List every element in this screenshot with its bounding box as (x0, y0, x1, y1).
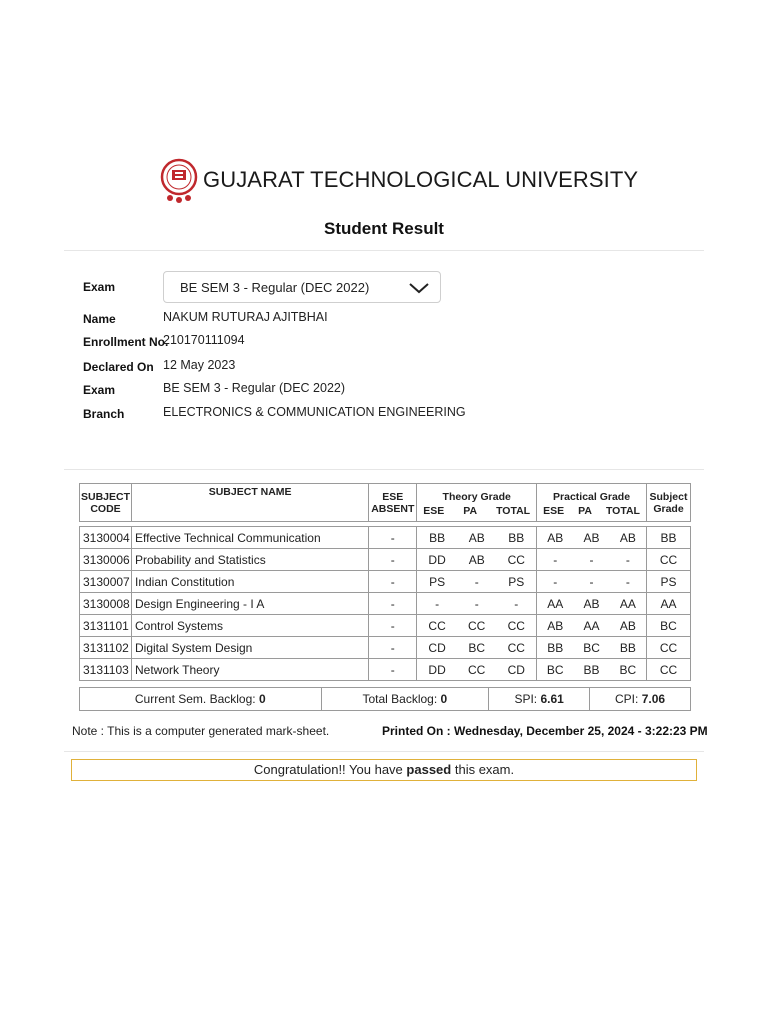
exam-selector-label: Exam (83, 280, 116, 294)
table-row: 3130007 Indian Constitution - PS - PS - - - PS (80, 571, 691, 593)
congratulation-banner: Congratulation!! You have passed this exam. (71, 759, 697, 781)
student-name: NAKUM RUTURAJ AJITBHAI (163, 310, 328, 324)
computer-generated-note: Note : This is a computer generated mark-sheet. (72, 724, 330, 738)
divider (64, 751, 704, 752)
divider (64, 250, 704, 251)
table-row: 3131103 Network Theory - DD CC CD BC BB BC CC (80, 659, 691, 681)
name-label: Name (83, 312, 116, 326)
table-row: 3131102 Digital System Design - CD BC CC BB BC BB CC (80, 637, 691, 659)
header-subject-grade: Subject Grade (646, 484, 690, 522)
total-backlog: Total Backlog: 0 (321, 688, 489, 711)
university-logo-icon (160, 158, 198, 204)
page-title: Student Result (324, 219, 444, 238)
header-theory-grade: Theory Grade ESE PA TOTAL (417, 484, 537, 522)
exam-value: BE SEM 3 - Regular (DEC 2022) (163, 381, 346, 395)
branch-value: ELECTRONICS & COMMUNICATION ENGINEERING (163, 405, 466, 419)
header-ese-absent: ESE ABSENT (369, 484, 417, 522)
chevron-down-icon (408, 280, 430, 296)
printed-on: Printed On : Wednesday, December 25, 2024 - 3:22:23 PM (382, 724, 708, 738)
university-title: GUJARAT TECHNOLOGICAL UNIVERSITY (203, 167, 639, 192)
exam-label: Exam (83, 383, 116, 397)
spi-value: SPI: 6.61 (489, 688, 590, 711)
declared-date: 12 May 2023 (163, 358, 236, 372)
declared-label: Declared On (83, 360, 154, 374)
current-backlog: Current Sem. Backlog: 0 (80, 688, 322, 711)
branch-label: Branch (83, 407, 125, 421)
page-header (0, 158, 768, 208)
exam-select[interactable] (163, 271, 441, 303)
table-row: 3130008 Design Engineering - I A - - - - AA AB AA AA (80, 593, 691, 615)
exam-select-value: BE SEM 3 - Regular (DEC 2022) (180, 280, 370, 295)
cpi-value: CPI: 7.06 (590, 688, 691, 711)
table-row: 3130006 Probability and Statistics - DD AB CC - - - CC (80, 549, 691, 571)
divider (64, 469, 704, 470)
summary-table (79, 687, 691, 711)
result-table (79, 483, 691, 681)
table-row: 3130004 Effective Technical Communication - BB AB BB AB AB AB BB (80, 527, 691, 549)
header-practical-grade: Practical Grade ESE PA TOTAL (537, 484, 647, 522)
header-subject-code: SUBJECT CODE (80, 484, 132, 522)
enrollment-number: 210170111094 (163, 333, 245, 347)
enrollment-label: Enrollment No. (83, 335, 169, 349)
header-subject-name: SUBJECT NAME (131, 484, 368, 522)
table-row: 3131101 Control Systems - CC CC CC AB AA AB BC (80, 615, 691, 637)
